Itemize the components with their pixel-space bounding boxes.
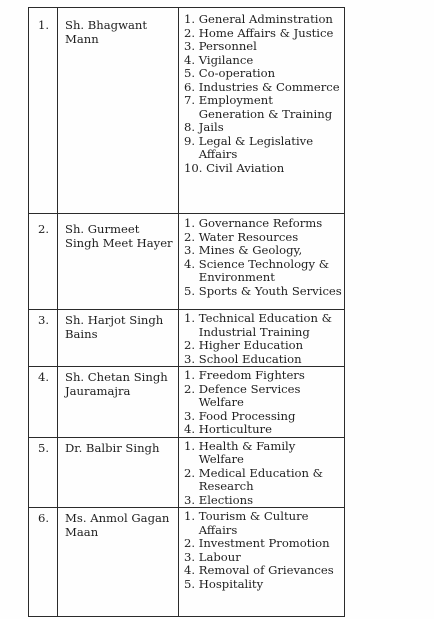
department-name: Food Processing bbox=[198, 408, 296, 423]
department-number: 3. bbox=[184, 492, 199, 507]
minister-name: Sh. Gurmeet Singh Meet Hayer bbox=[65, 222, 173, 250]
department-list bbox=[179, 367, 344, 437]
department-item bbox=[184, 353, 342, 367]
department-number: 8. bbox=[184, 120, 199, 134]
department-number: 4. bbox=[184, 563, 199, 577]
minister-cell bbox=[58, 437, 179, 508]
department-number: 3. bbox=[184, 408, 199, 423]
department-number: 3. bbox=[184, 39, 199, 53]
department-item bbox=[184, 339, 342, 353]
department-item bbox=[184, 162, 342, 176]
department-number: 4. bbox=[184, 256, 199, 271]
department-number: 5. bbox=[184, 283, 199, 298]
department-number: 1. bbox=[184, 216, 199, 230]
department-list bbox=[179, 8, 344, 175]
minister-name: Sh. Bhagwant Mann bbox=[65, 18, 148, 46]
department-item bbox=[184, 94, 342, 121]
department-name: General Adminstration bbox=[198, 12, 333, 26]
departments-cell bbox=[179, 214, 345, 310]
departments-cell bbox=[179, 310, 345, 367]
department-number: 7. bbox=[184, 93, 199, 107]
departments-cell bbox=[179, 508, 345, 617]
department-item bbox=[184, 410, 342, 424]
department-name: Elections bbox=[198, 492, 254, 507]
department-number: 5. bbox=[184, 576, 199, 591]
departments-cell bbox=[179, 437, 345, 508]
department-number: 2. bbox=[184, 465, 199, 480]
department-item bbox=[184, 467, 342, 494]
department-name: Water Resources bbox=[198, 229, 299, 244]
department-item bbox=[184, 369, 342, 383]
department-item bbox=[184, 578, 342, 592]
department-item bbox=[184, 564, 342, 578]
minister-name: Ms. Anmol Gagan Maan bbox=[65, 511, 170, 539]
department-item bbox=[184, 510, 342, 537]
table-row bbox=[29, 437, 345, 508]
minister-name: Sh. Chetan Singh Jauramajra bbox=[65, 370, 168, 398]
department-item bbox=[184, 27, 342, 41]
department-name: Employment Generation & Training bbox=[198, 93, 333, 121]
department-number: 1. bbox=[184, 311, 199, 325]
department-name: Higher Education bbox=[198, 338, 304, 352]
serial-cell bbox=[29, 437, 58, 508]
department-number: 3. bbox=[184, 549, 199, 564]
department-number: 9. bbox=[184, 133, 199, 148]
department-number: 4. bbox=[184, 422, 199, 436]
department-number: 2. bbox=[184, 25, 199, 40]
department-name: Science Technology & Environment bbox=[198, 256, 330, 284]
serial-number: 4. bbox=[38, 370, 50, 384]
department-name: Civil Aviation bbox=[206, 160, 285, 175]
department-item bbox=[184, 423, 342, 437]
department-item bbox=[184, 494, 342, 508]
table-row bbox=[29, 508, 345, 617]
ministers-portfolio-table bbox=[28, 7, 345, 617]
department-number: 3. bbox=[184, 243, 199, 257]
department-item bbox=[184, 258, 342, 285]
departments-cell bbox=[179, 8, 345, 214]
serial-number: 2. bbox=[38, 222, 50, 236]
department-name: Horticulture bbox=[198, 422, 272, 436]
department-item bbox=[184, 217, 342, 231]
department-name: Investment Promotion bbox=[198, 536, 330, 550]
table-row bbox=[29, 8, 345, 214]
serial-number: 6. bbox=[38, 511, 50, 525]
minister-cell bbox=[58, 310, 179, 367]
department-name: Removal of Grievances bbox=[198, 563, 334, 577]
department-name: Mines & Geology, bbox=[198, 243, 303, 257]
department-item bbox=[184, 40, 342, 54]
department-list bbox=[179, 214, 344, 298]
table-row bbox=[29, 367, 345, 438]
department-number: 5. bbox=[184, 66, 199, 80]
minister-cell bbox=[58, 8, 179, 214]
department-item bbox=[184, 135, 342, 162]
department-number: 1. bbox=[184, 438, 199, 453]
department-item bbox=[184, 121, 342, 135]
department-number: 2. bbox=[184, 338, 199, 352]
department-item bbox=[184, 13, 342, 27]
department-name: Freedom Fighters bbox=[198, 368, 305, 382]
table-row bbox=[29, 214, 345, 310]
department-name: Health & Family Welfare bbox=[198, 438, 296, 466]
department-list bbox=[179, 438, 344, 508]
department-name: Jails bbox=[198, 120, 224, 134]
department-name: Tourism & Culture Affairs bbox=[198, 509, 309, 537]
department-item bbox=[184, 551, 342, 565]
department-item bbox=[184, 285, 342, 299]
department-name: Industries & Commerce bbox=[198, 79, 340, 94]
minister-cell bbox=[58, 508, 179, 617]
department-name: School Education bbox=[198, 351, 302, 366]
department-item bbox=[184, 81, 342, 95]
department-number: 3. bbox=[184, 351, 199, 366]
department-item bbox=[184, 383, 342, 410]
serial-number: 5. bbox=[38, 440, 50, 455]
department-name: Hospitality bbox=[198, 576, 264, 591]
serial-cell bbox=[29, 508, 58, 617]
table-body bbox=[29, 8, 345, 617]
departments-cell bbox=[179, 367, 345, 438]
department-number: 1. bbox=[184, 368, 199, 382]
serial-cell bbox=[29, 214, 58, 310]
department-number: 2. bbox=[184, 536, 199, 550]
minister-name: Sh. Harjot Singh Bains bbox=[65, 313, 164, 341]
department-item bbox=[184, 312, 342, 339]
department-name: Medical Education & Research bbox=[198, 465, 323, 493]
minister-cell bbox=[58, 367, 179, 438]
department-name: Legal & Legislative Affairs bbox=[198, 133, 314, 161]
department-name: Defence Services Welfare bbox=[198, 381, 301, 409]
department-item bbox=[184, 244, 342, 258]
department-list bbox=[179, 310, 344, 366]
department-item bbox=[184, 54, 342, 68]
department-number: 10. bbox=[184, 160, 207, 175]
department-number: 1. bbox=[184, 12, 199, 26]
department-name: Home Affairs & Justice bbox=[198, 25, 334, 40]
department-name: Co-operation bbox=[198, 66, 276, 80]
department-number: 6. bbox=[184, 79, 199, 94]
department-item bbox=[184, 231, 342, 245]
serial-number: 1. bbox=[38, 18, 50, 32]
department-number: 1. bbox=[184, 509, 199, 523]
table-row bbox=[29, 310, 345, 367]
department-name: Personnel bbox=[198, 39, 257, 53]
department-item bbox=[184, 537, 342, 551]
department-number: 4. bbox=[184, 52, 199, 67]
department-number: 2. bbox=[184, 381, 199, 396]
department-name: Vigilance bbox=[198, 52, 254, 67]
serial-cell bbox=[29, 367, 58, 438]
department-list bbox=[179, 508, 344, 591]
serial-cell bbox=[29, 8, 58, 214]
department-name: Governance Reforms bbox=[198, 216, 323, 230]
department-item bbox=[184, 440, 342, 467]
serial-number: 3. bbox=[38, 313, 50, 327]
department-name: Sports & Youth Services bbox=[198, 283, 342, 298]
department-number: 2. bbox=[184, 229, 199, 244]
department-name: Labour bbox=[198, 549, 241, 564]
minister-cell bbox=[58, 214, 179, 310]
department-item bbox=[184, 67, 342, 81]
department-name: Technical Education & Industrial Training bbox=[198, 311, 332, 339]
minister-name: Dr. Balbir Singh bbox=[65, 440, 160, 455]
serial-cell bbox=[29, 310, 58, 367]
